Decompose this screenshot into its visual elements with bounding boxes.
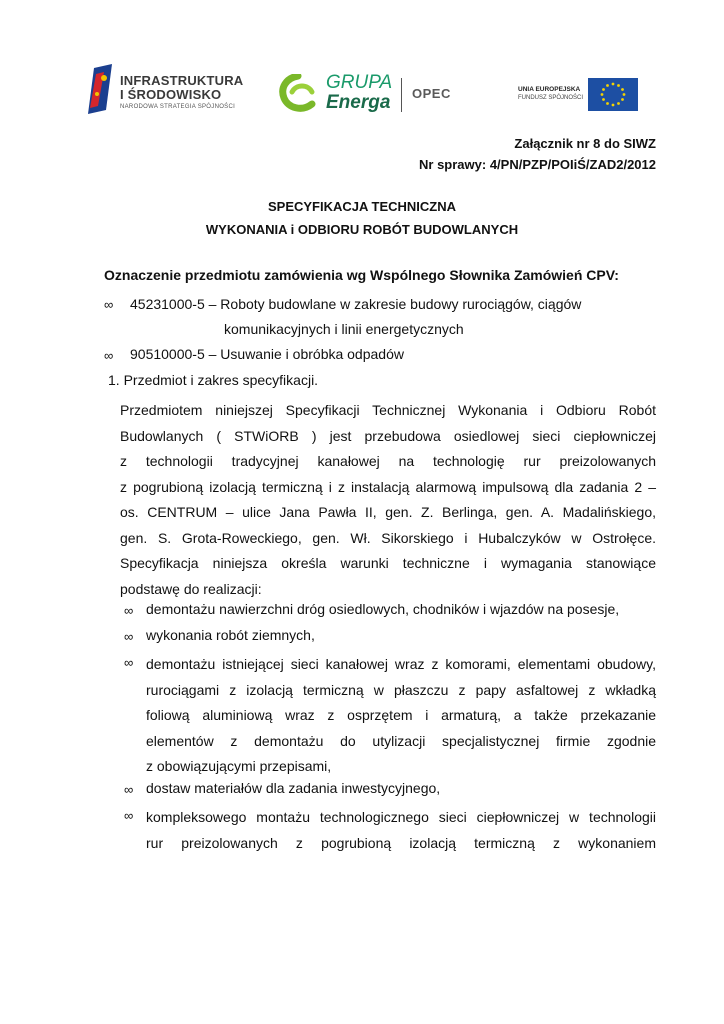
flag-logo-icon (84, 64, 116, 114)
cpv-item1-line2: komunikacyjnych i linii energetycznych (224, 321, 464, 337)
logo-left-line2: I ŚRODOWISKO (120, 87, 222, 102)
logo-left-line1: INFRASTRUKTURA (120, 73, 244, 88)
bullet3-line: z obowiązującymi przepisami, (146, 758, 332, 774)
bullet-item-2: wykonania robót ziemnych, (146, 627, 315, 643)
cpv-item1-line1: 45231000-5 – Roboty budowlane w zakresie budowy rurociągów, ciągów (130, 296, 582, 312)
eu-logo (518, 78, 640, 112)
bullet-item-3 (146, 652, 656, 780)
cpv-item2: 90510000-5 – Usuwanie i obróbka odpadów (130, 346, 404, 362)
grupa-energa-logo (274, 68, 474, 116)
bullet-marker: ∞ (124, 629, 134, 644)
cpv-bullet-2: ∞ (104, 348, 114, 363)
logo-divider (401, 78, 402, 112)
para1-line: z pogrubioną izolacją termiczną i z instalacją alarmową impulsową dla zadania 2 – (120, 478, 656, 495)
bullet3-line: foliową aluminiową wraz z osprzętem i armaturą, a także przekazanie (146, 707, 656, 723)
bullet3-line: demontażu istniejącej sieci kanałowej wraz z komorami, elementami obudowy, (146, 656, 656, 672)
bullet-marker: ∞ (124, 655, 134, 670)
bullet-item-1: demontażu nawierzchni dróg osiedlowych, chodników i wjazdów na posesje, (146, 601, 620, 617)
para1-line: Budowlanych ( STWiORB ) jest przebudowa osiedlowej sieci ciepłowniczej (120, 427, 656, 444)
logo-left-line3: NARODOWA STRATEGIA SPÓJNOŚCI (120, 104, 236, 110)
cpv-bullet-1: ∞ (104, 297, 114, 312)
bullet5-line: kompleksowego montażu technologicznego sieci ciepłowniczej w technologii (146, 809, 656, 825)
bullet5-line: rur preizolowanych z pogrubioną izolacją termiczną z wykonaniem (146, 834, 656, 851)
bullet-marker: ∞ (124, 603, 134, 618)
bullet-item-4: dostaw materiałów dla zadania inwestycyjnego, (146, 780, 441, 796)
cpv-heading: Oznaczenie przedmiotu zamówienia wg Wspólnego Słownika Zamówień CPV: (104, 267, 619, 283)
bullet-item-5 (146, 805, 656, 856)
para2-line: Specyfikacja niniejsza określa warunki techniczne i wymagania stanowiące (120, 555, 656, 571)
para1-line: gen. S. Grota-Roweckiego, gen. Wł. Sikorskiego i Hubalczyków w Ostrołęce. (120, 529, 656, 546)
para1-line: Przedmiotem niniejszej Specyfikacji Technicznej Wykonania i Odbioru Robót (120, 402, 656, 418)
bullet-marker: ∞ (124, 782, 134, 797)
title-line1: SPECYFIKACJA TECHNICZNA (267, 199, 457, 214)
section1-heading: 1. Przedmiot i zakres specyfikacji. (108, 372, 319, 388)
logo-right-line1: UNIA EUROPEJSKA (518, 86, 581, 93)
para2-line: podstawę do realizacji: (120, 580, 262, 597)
logo-mid-line1: GRUPA (326, 72, 393, 93)
infrastruktura-logo (84, 64, 244, 118)
para1-line: z technologii tradycyjnej kanałowej na technologię rur preizolowanych (120, 453, 656, 469)
bullet3-line: rurociągami z izolacją termiczną w płaszczu z papy asfaltowej z wkładką (146, 681, 656, 698)
section1-paragraph1 (120, 398, 656, 602)
bullet3-line: elementów z demontażu do utylizacji specjalistycznej firmie zgodnie (146, 732, 656, 749)
para1-line: os. CENTRUM – ulice Jana Pawła II, gen. Z. Berlinga, gen. A. Madalińskiego, (120, 504, 656, 520)
title-line2: WYKONANIA i ODBIORU ROBÓT BUDOWLANYCH (205, 222, 519, 237)
case-number: Nr sprawy: 4/PN/PZP/POIiŚ/ZAD2/2012 (419, 157, 656, 172)
logo-mid-line3: OPEC (412, 86, 451, 101)
attachment-label: Załącznik nr 8 do SIWZ (514, 136, 656, 151)
eu-flag-icon (588, 78, 638, 111)
logo-mid-line2: Energa (326, 92, 391, 113)
bullet-marker: ∞ (124, 808, 134, 823)
energa-swirl-icon (278, 74, 318, 112)
logo-right-line2: FUNDUSZ SPÓJNOŚCI (518, 95, 584, 101)
